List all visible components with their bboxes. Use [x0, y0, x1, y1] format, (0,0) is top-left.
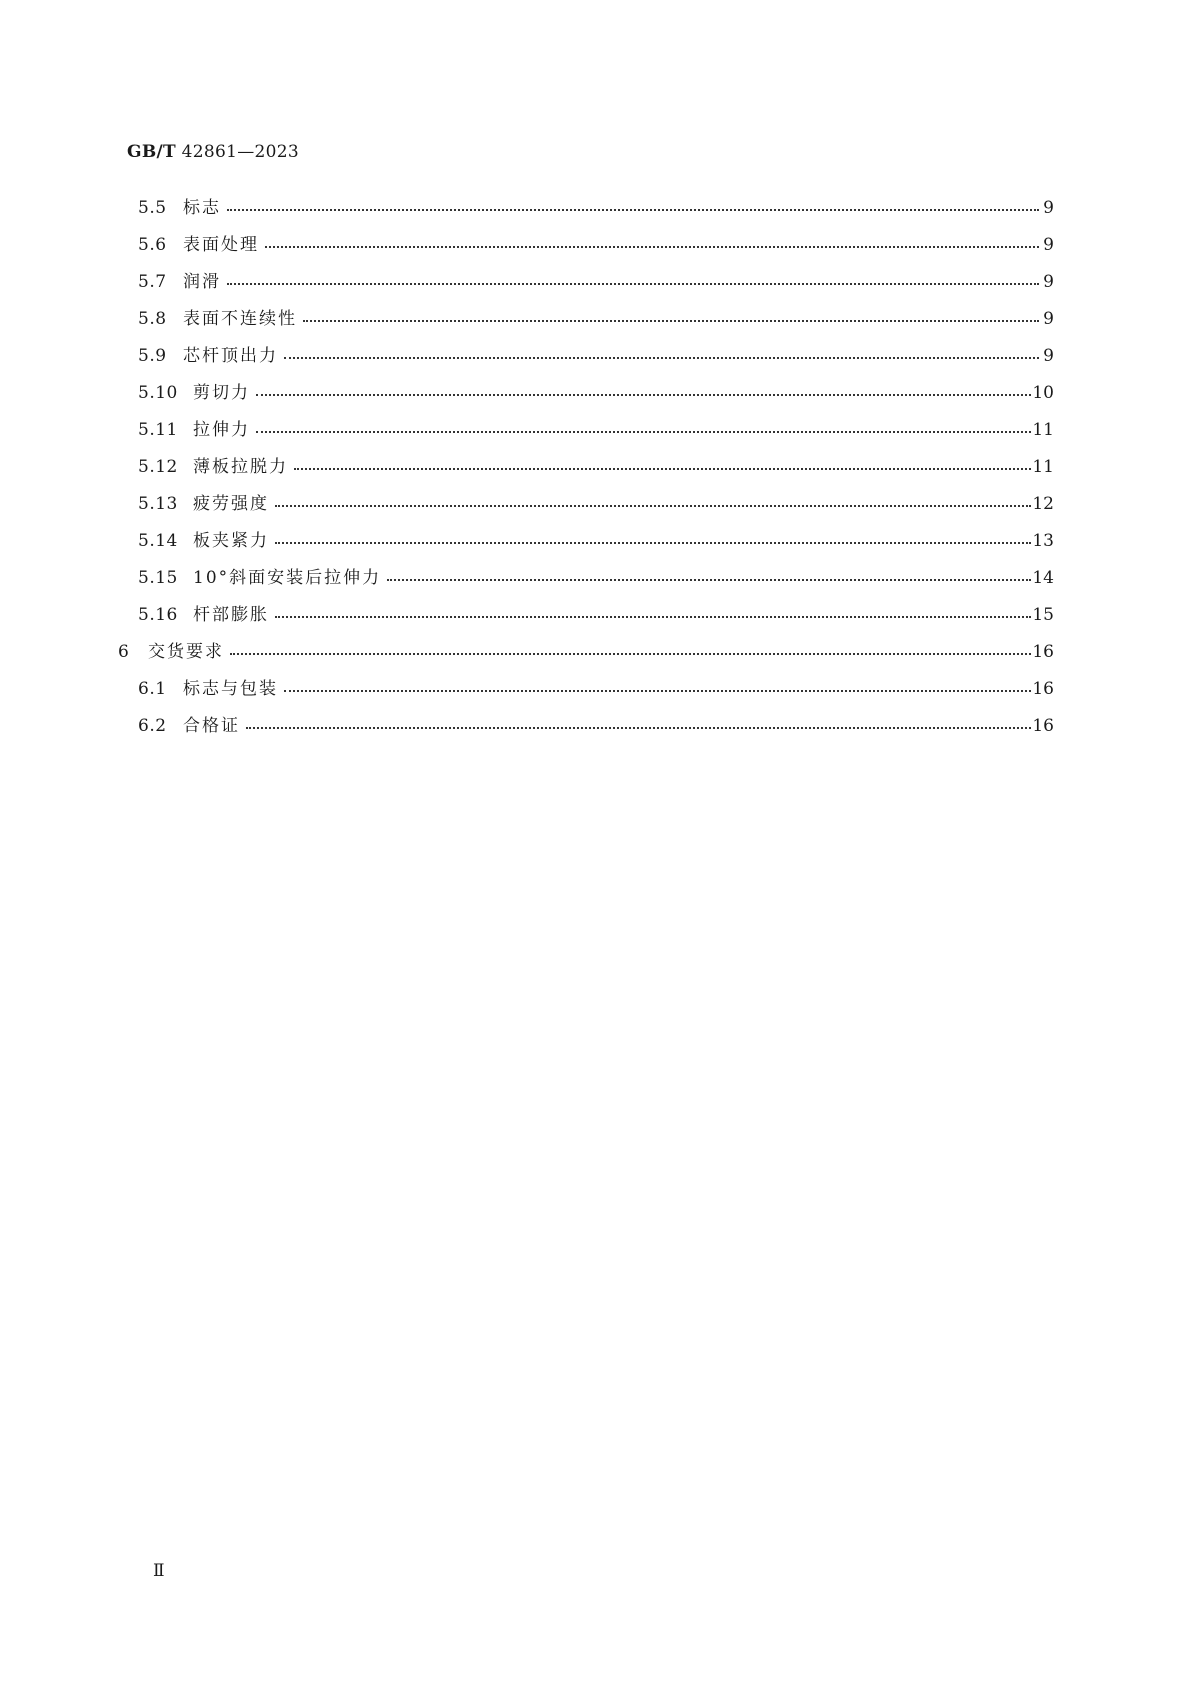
toc-leader-dots [227, 209, 1039, 211]
standard-number: 42861—2023 [181, 142, 300, 162]
toc-entry[interactable] [0, 198, 1191, 235]
table-of-contents [0, 198, 1191, 753]
footer-page-number: Ⅱ [153, 1561, 165, 1581]
toc-entry-number: 5.13 [138, 494, 178, 514]
toc-entry[interactable] [0, 568, 1191, 605]
toc-entry[interactable] [0, 531, 1191, 568]
toc-entry-page: 14 [1032, 568, 1054, 588]
toc-entry-number: 5.14 [138, 531, 178, 551]
toc-entry-number: 5.6 [138, 235, 167, 255]
toc-entry-page: 9 [1043, 309, 1054, 329]
toc-entry-page: 11 [1032, 420, 1054, 440]
toc-entry-page: 16 [1032, 716, 1054, 736]
toc-entry-title: 剪切力 [193, 383, 250, 403]
toc-entry[interactable] [0, 346, 1191, 383]
toc-leader-dots [284, 690, 1031, 692]
toc-entry-title: 交货要求 [148, 642, 224, 662]
toc-entry-page: 10 [1032, 383, 1054, 403]
toc-leader-dots [303, 320, 1039, 322]
toc-leader-dots [265, 246, 1039, 248]
toc-entry-page: 13 [1032, 531, 1054, 551]
toc-entry-number: 5.7 [138, 272, 167, 292]
toc-entry-title: 薄板拉脱力 [193, 457, 288, 477]
toc-leader-dots [256, 431, 1031, 433]
toc-leader-dots [230, 653, 1031, 655]
toc-entry-page: 9 [1043, 346, 1054, 366]
toc-leader-dots [227, 283, 1039, 285]
toc-entry-title: 表面处理 [183, 235, 259, 255]
toc-entry-page: 9 [1043, 272, 1054, 292]
toc-entry-number: 5.11 [138, 420, 178, 440]
toc-leader-dots [246, 727, 1031, 729]
toc-entry-title: 表面不连续性 [183, 309, 297, 329]
toc-entry-number: 5.15 [138, 568, 178, 588]
toc-entry-page: 11 [1032, 457, 1054, 477]
toc-leader-dots [284, 357, 1039, 359]
toc-entry-number: 5.5 [138, 198, 167, 218]
toc-entry-page: 16 [1032, 679, 1054, 699]
toc-entry-title: 杆部膨胀 [193, 605, 269, 625]
toc-entry-title: 标志 [183, 198, 221, 218]
toc-entry-number: 5.10 [138, 383, 178, 403]
toc-entry[interactable] [0, 420, 1191, 457]
toc-entry-number: 5.9 [138, 346, 167, 366]
toc-entry-title: 芯杆顶出力 [183, 346, 278, 366]
toc-leader-dots [387, 579, 1031, 581]
toc-entry-number: 6.2 [138, 716, 167, 736]
toc-entry-number: 5.8 [138, 309, 167, 329]
toc-entry-page: 12 [1032, 494, 1054, 514]
toc-leader-dots [294, 468, 1031, 470]
toc-entry-page: 9 [1043, 235, 1054, 255]
toc-entry-title: 合格证 [183, 716, 240, 736]
standard-prefix: GB/T [127, 142, 176, 162]
toc-entry-page: 9 [1043, 198, 1054, 218]
toc-leader-dots [256, 394, 1031, 396]
toc-entry[interactable] [0, 605, 1191, 642]
toc-entry[interactable] [0, 383, 1191, 420]
toc-entry-title: 板夹紧力 [193, 531, 269, 551]
toc-entry-number: 6.1 [138, 679, 167, 699]
toc-leader-dots [275, 542, 1031, 544]
toc-entry-number: 5.12 [138, 457, 178, 477]
toc-entry-title: 润滑 [183, 272, 221, 292]
toc-entry[interactable] [0, 642, 1191, 679]
toc-entry[interactable] [0, 272, 1191, 309]
toc-leader-dots [275, 505, 1031, 507]
toc-leader-dots [275, 616, 1031, 618]
toc-entry[interactable] [0, 716, 1191, 753]
toc-entry-title: 标志与包装 [183, 679, 278, 699]
toc-entry-title: 拉伸力 [193, 420, 250, 440]
toc-entry-page: 16 [1032, 642, 1054, 662]
toc-entry[interactable] [0, 494, 1191, 531]
toc-entry[interactable] [0, 309, 1191, 346]
toc-entry[interactable] [0, 679, 1191, 716]
toc-entry-title: 10°斜面安装后拉伸力 [193, 568, 382, 588]
toc-entry-page: 15 [1032, 605, 1054, 625]
toc-entry-number: 6 [118, 642, 130, 662]
standard-code [127, 142, 299, 162]
toc-entry-number: 5.16 [138, 605, 178, 625]
toc-entry-title: 疲劳强度 [193, 494, 269, 514]
toc-entry[interactable] [0, 457, 1191, 494]
toc-entry[interactable] [0, 235, 1191, 272]
